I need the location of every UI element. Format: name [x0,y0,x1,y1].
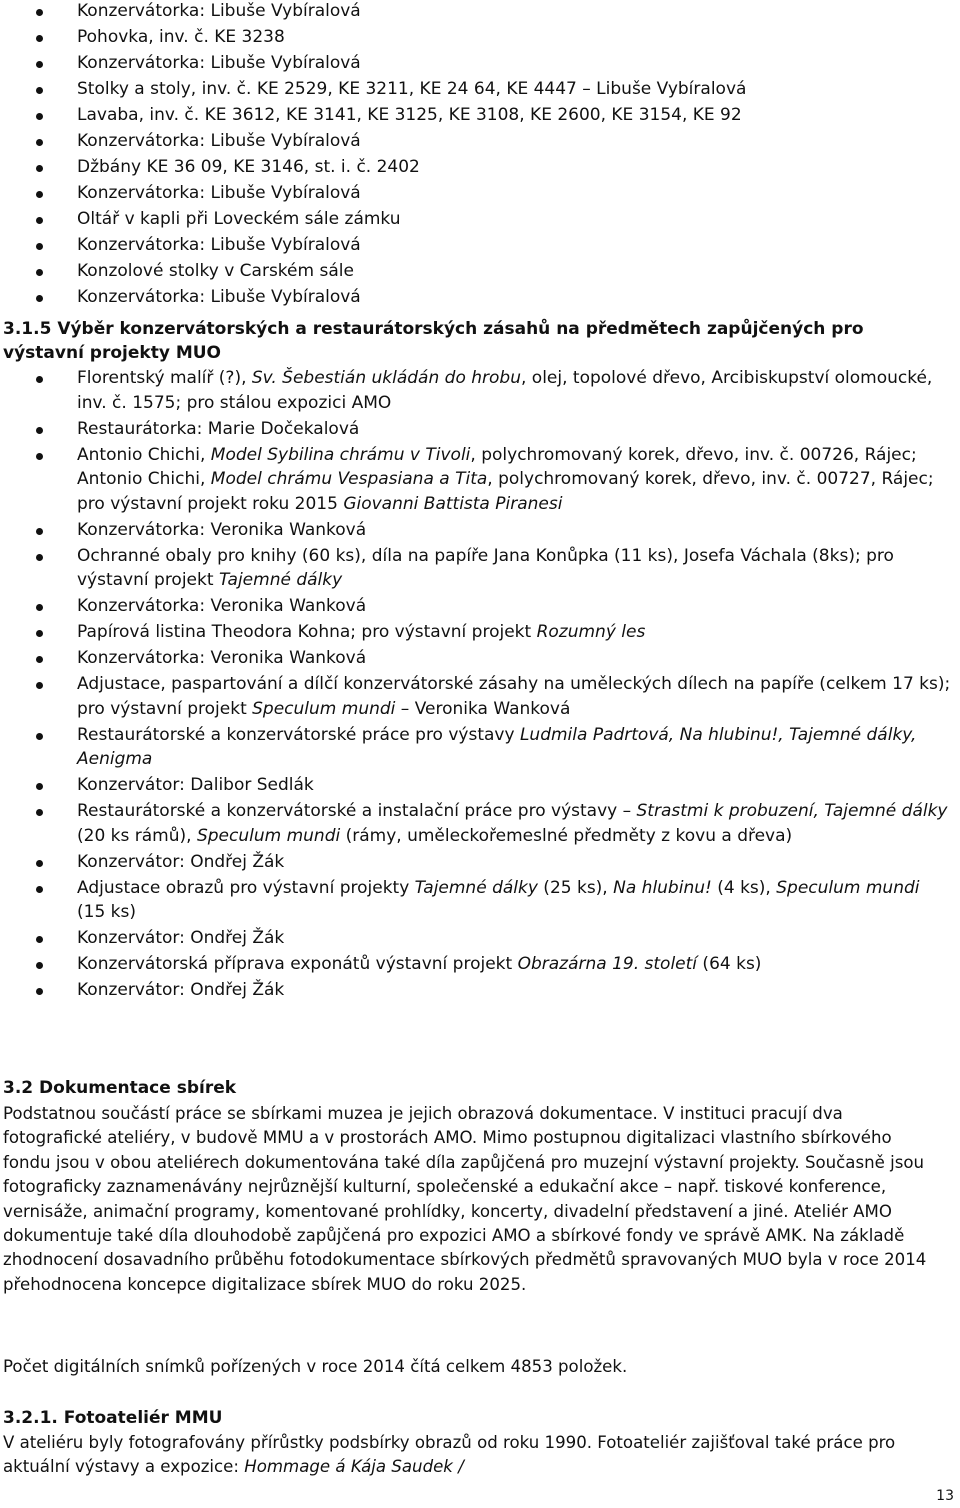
list-item [0,926,960,951]
list-item-text: Konzervátorka: Veronika Wanková [77,648,367,668]
list-item-text: – Veronika Wanková [395,698,571,719]
list-item-text: Džbány KE 36 09, KE 3146, st. i. č. 2402 [77,157,420,177]
bullet-icon [36,554,43,561]
bullet-icon [36,630,43,637]
bullet-icon [36,604,43,611]
list-item [0,620,960,645]
bullet-icon [36,35,43,42]
paragraph-3-2-1-photo-studio [3,1431,933,1480]
list-item-text: Florentský malíř (?), [77,368,252,388]
list-item [0,0,960,24]
list-item-text: Konzervátorka: Libuše Vybíralová [77,1,361,21]
bullet-icon [36,165,43,172]
bullet-icon [36,427,43,434]
list-item-text: (64 ks) [697,954,762,974]
bullet-icon [36,243,43,250]
list-item [0,129,960,154]
bullet-icon [36,269,43,276]
list-item-text: Konzervátorka: Libuše Vybíralová [77,235,361,255]
list-item-text: , polychromovaný korek, dřevo, inv. č. 00727, Rájec; pro výstavní projekt roku 2015 [77,469,934,514]
list-item-text: Restaurátorské a konzervátorské práce pro výstavy [77,724,520,745]
list-item [0,646,960,671]
section-heading-3-2: 3.2 Dokumentace sbírek [3,1078,237,1098]
bullet-icon [36,682,43,689]
list-item [0,799,960,848]
list-item-text: Konzervátorka: Veronika Wanková [77,519,367,540]
list-item [0,51,960,76]
restoration-list-3-1-5 [0,366,960,1004]
list-item [0,876,960,925]
bullet-icon [36,962,43,969]
list-item-text: Konzervátor: Dalibor Sedlák [77,775,314,795]
italic-title: Strastmi k probuzení, Tajemné dálky [636,801,948,821]
list-item-text: Adjustace obrazů pro výstavní projekty [77,877,415,898]
italic-title: Rozumný les [536,622,646,642]
list-item-text: Antonio Chichi, [77,444,211,465]
list-item-text: Restaurátorské a konzervátorské a instalační práce pro výstavy – [77,801,637,821]
italic-title: Sv. Šebestián ukládán do hrobu [251,368,521,388]
list-item [0,155,960,180]
list-item-text: Adjustace, paspartování a dílčí konzervátorské zásahy na uměleckých dílech na papíře (celkem 17 ks); pro výstavní projekt [77,674,951,719]
section-heading-3-1-5: 3.1.5 Výběr konzervátorských a restaurátorských zásahů na předmětech zapůjčených pro výstavní projekty MUO [3,319,864,363]
list-item [0,259,960,284]
list-item-text: Pohovka, inv. č. KE 3238 [77,27,285,47]
bullet-icon [36,936,43,943]
restoration-list-top [0,0,960,311]
list-item-text: Konzervátor: Ondřej Žák [77,851,285,872]
bullet-icon [36,988,43,995]
list-item-text: (4 ks), [711,877,777,898]
italic-title: Ludmila Padrtová, Na hlubinu!, Tajemné dálky, Aenigma [77,724,917,769]
list-item-text: Konzervátorka: Libuše Vybíralová [77,131,361,151]
italic-title: Model Sybilina chrámu v Tivoli [210,444,471,465]
list-item [0,181,960,206]
paragraph-3-2-documentation: Podstatnou součástí práce se sbírkami muzea je jejich obrazová dokumentace. V instituci pracují dva fotografické ateliéry, v budově MMU a v prostorách AMO. Mimo postupnou digitalizaci vlastního sbírkového fondu jsou v obou ateliérech dokumentována také díla zapůjčená pro muzejní výstavní projekty. Současně jsou fotograficky zaznamenávány nejrůznější kulturní, společenské a edukační akce – např. tiskové konference, vernisáže, animační programy, komentované prohlídky, koncerty, divadelní představení a jiné. Ateliér AMO dokumentuje také díla dlouhodobě zapůjčená pro expozici AMO a sbírkové fondy ve správě AMK. Na základě zhodnocení dosavadního průběhu fotodokumentace sbírkových předmětů spravovaných MUO byla v roce 2014 přehodnocena koncepce digitalizace sbírek MUO do roku 2025. [3,1104,927,1294]
list-item-text: Konzervátorka: Libuše Vybíralová [77,287,361,307]
italic-title: Na hlubinu! [613,877,712,898]
list-item [0,672,960,721]
italic-title: Giovanni Battista Piranesi [343,493,563,514]
bullet-icon [36,61,43,68]
list-item-text: Konzervátorská příprava exponátů výstavní projekt [77,954,518,974]
bullet-icon [36,113,43,120]
italic-title: Model chrámu Vespasiana a Tita [210,469,488,489]
list-item-text: , polychromovaný korek, dřevo, inv. č. 00726, Rájec; Antonio Chichi, [77,444,917,489]
list-item [0,544,960,593]
bullet-icon [36,783,43,790]
bullet-icon [36,191,43,198]
bullet-icon [36,886,43,893]
list-item-text: Konzervátorka: Libuše Vybíralová [77,53,361,73]
list-item-text: Papírová listina Theodora Kohna; pro výstavní projekt [77,622,537,642]
list-item [0,207,960,232]
list-item-text: Konzervátor: Ondřej Žák [77,928,285,948]
list-item-text: Ochranné obaly pro knihy (60 ks), díla na papíře Jana Konůpka (11 ks), Josefa Váchala (8ks); pro výstavní projekt [77,545,894,590]
bullet-icon [36,9,43,16]
list-item-text: (15 ks) [77,902,137,922]
italic-title: Obrazárna 19. století [517,954,698,974]
bullet-icon [36,733,43,740]
list-item [0,978,960,1003]
paragraph-3-2-count: Počet digitálních snímků pořízených v roce 2014 čítá celkem 4853 položek. [3,1357,628,1376]
list-item-text: Oltář v kapli při Loveckém sále zámku [77,209,401,229]
bullet-icon [36,809,43,816]
italic-title: Tajemné dálky [218,570,343,590]
list-item-text: (rámy, uměleckořemeslné předměty z kovu a dřeva) [340,825,793,846]
bullet-icon [36,87,43,94]
list-item-text: Stolky a stoly, inv. č. KE 2529, KE 3211, KE 24 64, KE 4447 – Libuše Vybíralová [77,79,747,99]
paragraph-text: V ateliéru byly fotografovány přírůstky podsbírky obrazů od roku 1990. Fotoateliér zajišťoval také práce pro aktuální výstavy a expozice: [3,1433,896,1477]
list-item [0,952,960,977]
bullet-icon [36,139,43,146]
section-heading-3-2-1: 3.2.1. Fotoateliér MMU [3,1408,223,1428]
bullet-icon [36,295,43,302]
list-item [0,25,960,50]
list-item [0,285,960,310]
list-item-text: Konzervátorka: Libuše Vybíralová [77,183,361,203]
list-item-text: Restaurátorka: Marie Dočekalová [77,418,360,439]
bullet-icon [36,656,43,663]
italic-title: Speculum mundi [776,877,920,898]
italic-title: Speculum mundi [196,825,341,846]
list-item-text: (20 ks rámů), [77,825,197,846]
list-item [0,417,960,442]
list-item-text: Konzervátorka: Veronika Wanková [77,596,367,616]
page-number: 13 [936,1488,954,1504]
list-item [0,594,960,619]
bullet-icon [36,217,43,224]
list-item-text: Konzervátor: Ondřej Žák [77,980,285,1000]
list-item-text: Konzolové stolky v Carském sále [77,261,354,281]
list-item [0,518,960,543]
list-item [0,77,960,102]
bullet-icon [36,453,43,460]
list-item-text: Lavaba, inv. č. KE 3612, KE 3141, KE 3125, KE 3108, KE 2600, KE 3154, KE 92 [77,105,742,125]
bullet-icon [36,860,43,867]
list-item [0,723,960,772]
list-item [0,103,960,128]
italic-title: Speculum mundi [252,698,396,719]
list-item [0,850,960,875]
list-item [0,233,960,258]
list-item [0,443,960,517]
bullet-icon [36,376,43,383]
bullet-icon [36,528,43,535]
list-item-text: (25 ks), [537,877,614,898]
list-item [0,366,960,415]
italic-title: Hommage á Kája Saudek / [244,1457,464,1477]
list-item-text: , olej, topolové dřevo, Arcibiskupství olomoucké, inv. č. 1575; pro stálou expozici AMO [77,368,933,413]
list-item [0,773,960,798]
italic-title: Tajemné dálky [414,877,538,898]
